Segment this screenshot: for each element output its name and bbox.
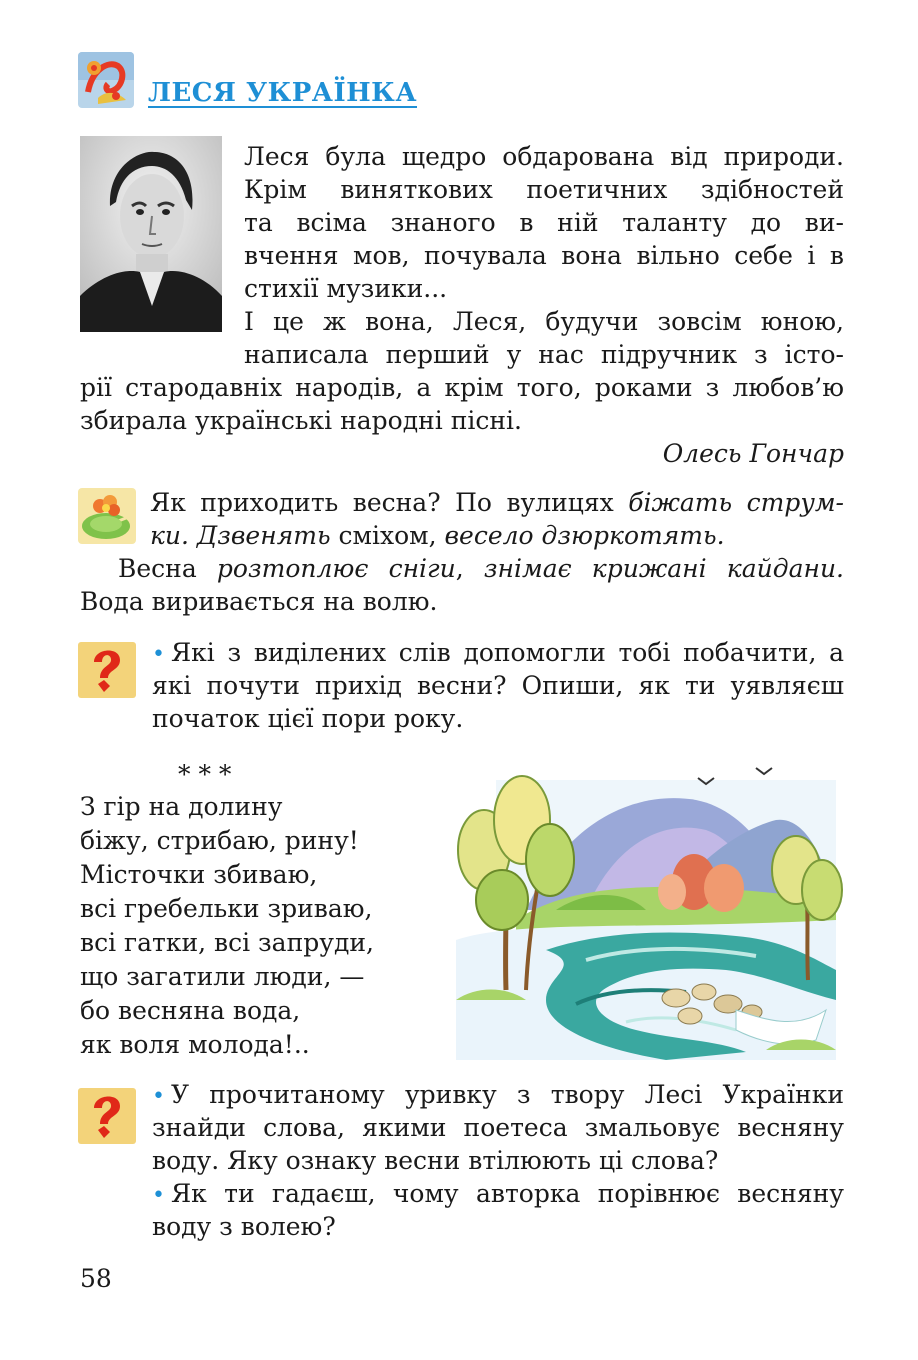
spring-line-2 xyxy=(150,519,725,552)
poem-line: всі гатки, всі запруди, xyxy=(80,928,374,957)
poem-line: З гір на долину xyxy=(80,792,283,821)
bullet: • xyxy=(152,1084,165,1109)
question-mark-icon xyxy=(78,1088,136,1144)
intro-line: І це ж вона, Леся, будучи зовсім юною, xyxy=(244,307,844,336)
highlighted-phrase: весело дзюркотять. xyxy=(444,521,725,550)
question-2-line: воду з волею? xyxy=(152,1212,336,1241)
spring-text: Як приходить весна? По вулицях xyxy=(150,488,629,517)
intro-line: збирала українські народні пісні. xyxy=(80,406,522,435)
question-1-line xyxy=(152,636,844,671)
highlighted-phrase: знімає крижані кайдани. xyxy=(483,554,845,583)
question-2-line xyxy=(152,1177,844,1212)
intro-line: написала перший у нас підручник з істо- xyxy=(244,340,844,369)
spring-line-4: Вода виривається на волю. xyxy=(80,587,438,616)
poem-line: Місточки збиваю, xyxy=(80,860,318,889)
spring-line-1 xyxy=(150,486,844,519)
question-2-line: воду. Яку ознаку весни втілюють ці слова? xyxy=(152,1146,719,1175)
intro-line: рії стародавніх народів, а крім того, роками з любов’ю xyxy=(80,373,844,402)
author-signature: Олесь Гончар xyxy=(662,439,844,468)
highlighted-phrase: біжать струм- xyxy=(628,488,844,517)
poem-stars: * * * xyxy=(178,760,232,789)
question-2-line: знайди слова, якими поетеса змальовує весняну xyxy=(152,1113,844,1142)
highlighted-phrase: ки. Дзвенять xyxy=(150,521,331,550)
ornament-icon xyxy=(78,52,134,108)
poem-line: всі гребельки зриваю, xyxy=(80,894,373,923)
spring-text: сміхом, xyxy=(330,521,445,550)
spring-stream-illustration xyxy=(436,760,846,1060)
page-title: ЛЕСЯ УКРАЇНКА xyxy=(148,78,418,108)
question-1-line: початок цієї пори року. xyxy=(152,704,464,733)
poem-line: бо весняна вода, xyxy=(80,996,301,1025)
intro-line: стихії музики... xyxy=(244,274,448,303)
question-text: У прочитаному уривку з твору Лесі Українки xyxy=(170,1080,844,1109)
poem-line: що загатили люди, — xyxy=(80,962,365,991)
bullet: • xyxy=(152,642,165,667)
intro-line: Крім виняткових поетичних здібностей xyxy=(244,175,844,204)
question-mark-icon xyxy=(78,642,136,698)
intro-line: вчення мов, почувала вона вільно себе і в xyxy=(244,241,844,270)
intro-line: Леся була щедро обдарована від природи. xyxy=(244,142,844,171)
question-1-line: які почути прихід весни? Опиши, як ти уявляєш xyxy=(152,671,844,700)
bullet: • xyxy=(152,1183,165,1208)
portrait-image xyxy=(80,136,222,332)
intro-line: та всіма знаного в ній таланту до ви- xyxy=(244,208,844,237)
poem-line: як воля молода!.. xyxy=(80,1030,310,1059)
question-text: Які з виділених слів допомогли тобі побачити, а xyxy=(170,638,844,667)
spring-line-3 xyxy=(118,552,844,585)
question-text: Як ти гадаєш, чому авторка порівнює весняну xyxy=(170,1179,844,1208)
poem-line: біжу, стрибаю, рину! xyxy=(80,826,359,855)
spring-text: Весна xyxy=(118,554,217,583)
question-2-line xyxy=(152,1078,844,1113)
highlighted-phrase: розтоплює сніги xyxy=(216,554,456,583)
page-number: 58 xyxy=(80,1264,112,1293)
flower-lilypad-icon xyxy=(78,488,136,544)
spring-text: , xyxy=(455,554,484,583)
